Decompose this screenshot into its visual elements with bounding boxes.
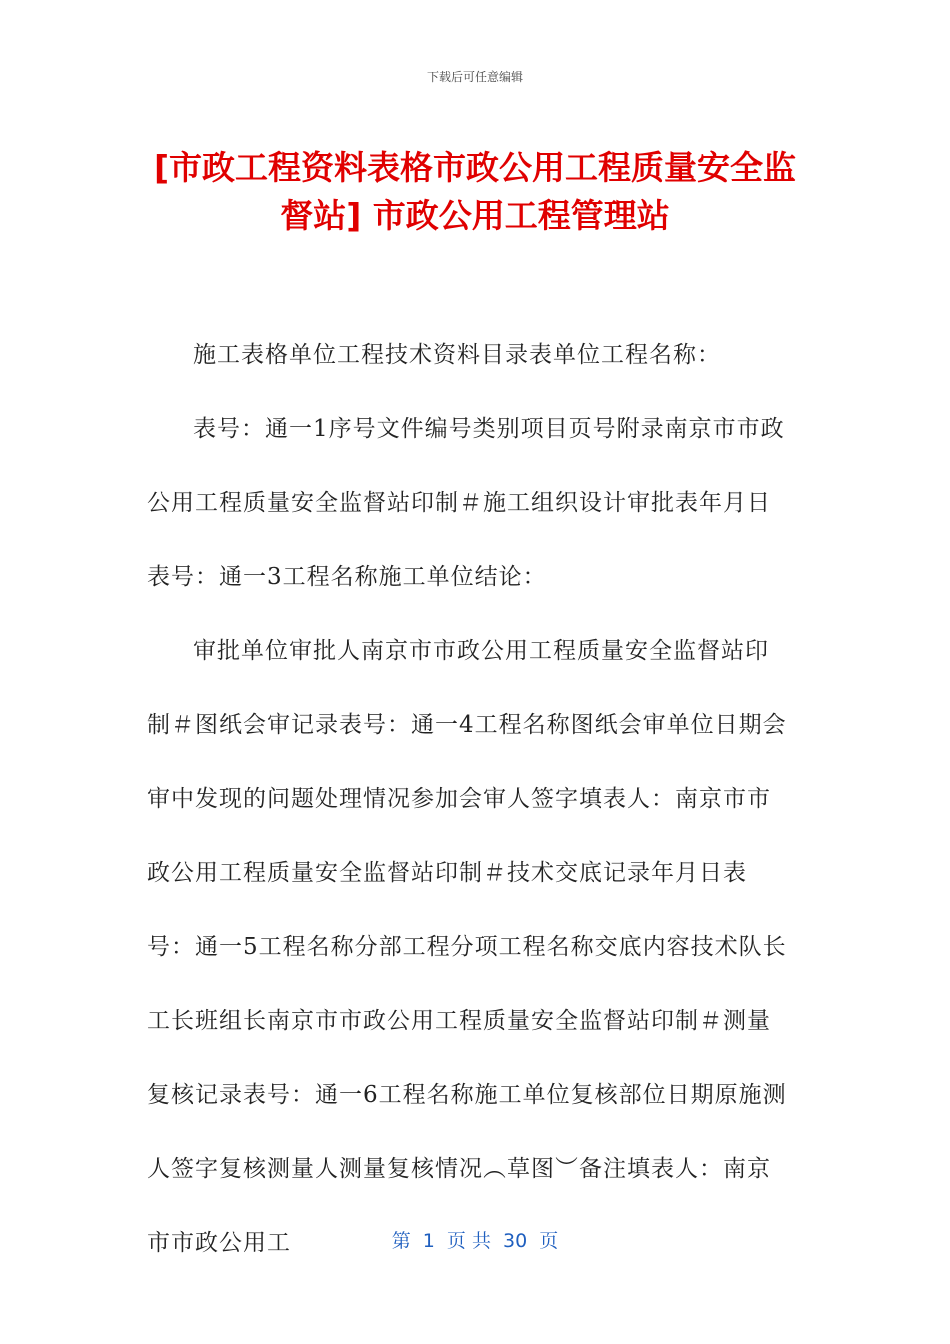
page-number: 第 1 页 共 30 页	[391, 1230, 559, 1252]
body-paragraph-1: 施工表格单位工程技术资料目录表单位工程名称：	[193, 342, 721, 368]
document-title-line-2: 督站] 市政公用工程管理站	[280, 196, 670, 235]
document-body	[147, 318, 792, 1280]
page-header-note: 下载后可任意编辑	[426, 70, 523, 84]
document-title-line-1: [市政工程资料表格市政公用工程质量安全监	[153, 148, 797, 187]
body-paragraph-3: 审批单位审批人南京市市政公用工程质量安全监督站印制＃图纸会审记录表号：通一4工程名称图纸会审单位日期会审中发现的问题处理情况参加会审人签字填表人：南京市市政公用工程质量安全监督站印制＃技术交底记录年月日表号：通一5工程名称分部工程分项工程名称交底内容技术队长工长班组长南京市市政公用工程质量安全监督站印制＃测量复核记录表号：通一6工程名称施工单位复核部位日期原施测人签字复核测量人测量复核情况︵草图︶备注填表人：南京市市政公用工	[147, 638, 787, 1256]
document-title	[130, 144, 820, 240]
body-paragraph-2: 表号：通一1序号文件编号类别项目页号附录南京市市政公用工程质量安全监督站印制＃施工组织设计审批表年月日表号：通一3工程名称施工单位结论：	[147, 416, 785, 590]
